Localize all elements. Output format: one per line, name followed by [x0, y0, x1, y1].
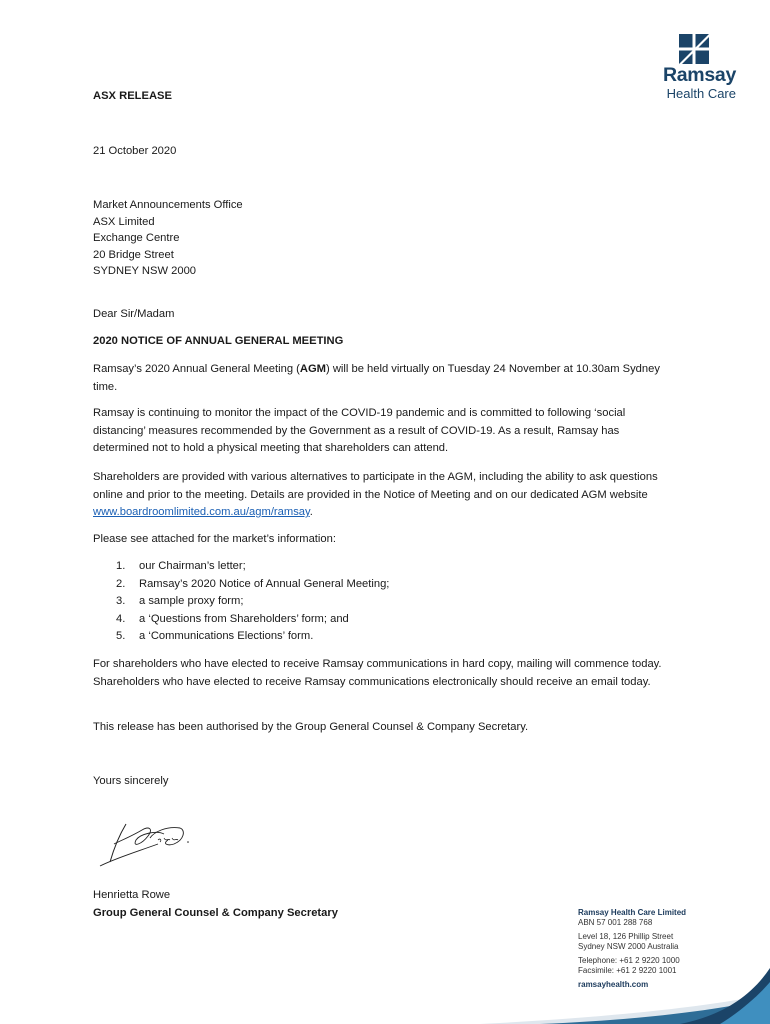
paragraph-text: Ramsay’s 2020 Annual General Meeting ( — [93, 363, 300, 375]
ramsay-logo-mark-icon — [679, 34, 709, 64]
list-text: a ‘Communications Elections’ form. — [139, 630, 314, 642]
agm-website-link[interactable]: www.boardroomlimited.com.au/agm/ramsay — [93, 506, 310, 518]
logo-subtitle: Health Care — [666, 86, 736, 101]
paragraph-authorisation: This release has been authorised by the Group General Counsel & Company Secretary. — [93, 721, 529, 733]
list-item — [93, 628, 673, 646]
list-number: 5. — [116, 630, 126, 642]
company-name: Ramsay Health Care Limited — [578, 908, 687, 917]
recipient-line: SYDNEY NSW 2000 — [93, 265, 197, 277]
company-address-line: Level 18, 126 Phillip Street — [578, 932, 674, 941]
recipient-line: Market Announcements Office — [93, 199, 243, 211]
list-text: Ramsay’s 2020 Notice of Annual General Meeting; — [139, 577, 390, 590]
list-item — [93, 593, 673, 611]
list-text: our Chairman’s letter; — [139, 560, 246, 572]
signatory-title: Group General Counsel & Company Secretary — [93, 907, 338, 919]
handwritten-signature — [96, 818, 196, 870]
list-number: 2. — [116, 577, 126, 590]
recipient-line: Exchange Centre — [93, 232, 180, 244]
list-item — [93, 611, 673, 629]
signatory-name: Henrietta Rowe — [93, 889, 171, 901]
attachment-list — [93, 558, 673, 646]
recipient-line: ASX Limited — [93, 215, 155, 228]
paragraph-text: Shareholders are provided with various alternatives to participate in the AGM, including the ability to ask questions online and prior to the meeting. Details are provided in the Notice of Meeting and on our dedicated AGM website — [93, 471, 658, 501]
closing: Yours sincerely — [93, 775, 169, 787]
logo-name: Ramsay — [662, 64, 736, 86]
recipient-line: 20 Bridge Street — [93, 248, 174, 261]
paragraph-mailing: For shareholders who have elected to receive Ramsay communications in hard copy, mailing will commence today. Shareholders who have elected to receive Ramsay communications electronically should receive an email today. — [93, 658, 662, 688]
list-item — [93, 576, 673, 594]
list-text: a ‘Questions from Shareholders’ form; and — [139, 612, 349, 625]
company-telephone: Telephone: +61 2 9220 1000 — [578, 956, 680, 965]
letter-date: 21 October 2020 — [93, 145, 177, 157]
paragraph-text: . — [309, 506, 313, 518]
paragraph-agm — [93, 361, 673, 396]
list-number: 1. — [116, 560, 126, 572]
company-address-line: Sydney NSW 2000 Australia — [578, 942, 679, 951]
list-number: 4. — [116, 612, 126, 625]
recipient-address — [93, 197, 673, 280]
list-item — [93, 558, 673, 576]
company-abn: ABN 57 001 288 768 — [578, 918, 653, 927]
corner-swoosh-decoration — [420, 968, 770, 1024]
company-facsimile: Facsimile: +61 2 9220 1001 — [578, 966, 677, 975]
paragraph-covid: Ramsay is continuing to monitor the impact of the COVID-19 pandemic and is committed to following ‘social distancing’ measures recommended by the Government as a result of COVID-19. As a result, Ramsay has determined not to hold a physical meeting that shareholders can attend. — [93, 407, 626, 454]
salutation: Dear Sir/Madam — [93, 308, 175, 320]
paragraph-participation — [93, 469, 673, 522]
paragraph-text: ) will be held virtually on Tuesday 24 November at 10.30am Sydney time. — [93, 363, 660, 393]
agm-abbreviation: AGM — [299, 363, 326, 375]
release-label: ASX RELEASE — [93, 90, 172, 102]
list-text: a sample proxy form; — [139, 595, 244, 607]
company-website: ramsayhealth.com — [578, 980, 649, 989]
subject-heading: 2020 NOTICE OF ANNUAL GENERAL MEETING — [93, 335, 344, 347]
list-number: 3. — [116, 595, 126, 607]
paragraph-attachments: Please see attached for the market’s information: — [93, 533, 336, 545]
